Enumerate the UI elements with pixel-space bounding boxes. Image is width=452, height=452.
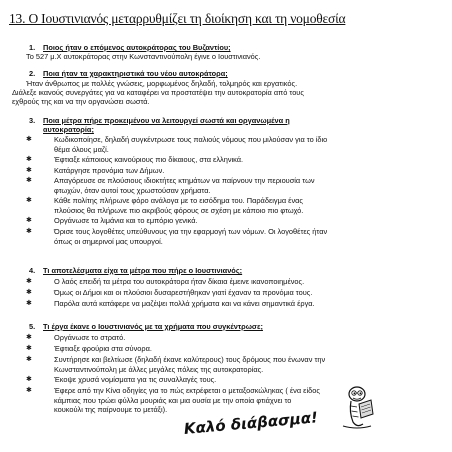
list-item-text: Όμως οι Δήμοι και οι πλούσιοι δυσαρεστήθηκαν γιατί έχαναν τα προνόμια τους.: [54, 288, 313, 297]
list-item-text: Παρόλα αυτά κατάφερε να μαζέψει πολλά χρήματα και να κάνει σημαντικά έργα.: [54, 299, 315, 308]
list-item-text: Κωδικοποίησε, δηλαδή συγκέντρωσε τους παλιούς νόμους που μιλούσαν για το ίδιο: [54, 135, 328, 144]
list-item-text: Κωνσταντινούπολη με άλλες μεγάλες πόλεις της αυτοκρατορίας.: [54, 364, 264, 374]
answer-line: Διάλεξε ικανούς συνεργάτες για να καταφέρει να προστατέψει την αυτοκρατορία από τους: [12, 88, 304, 97]
list-item-text: Απαγόρευσε σε πλούσιους ιδιοκτήτες κτημάτων να παίρνουν την περιουσία των: [54, 176, 315, 185]
list-item-text: Ο λαός επειδή τα μέτρα του αυτοκράτορα ήταν δίκαια έμεινε ικανοποιημένος.: [54, 277, 305, 286]
list-item-text: Κατάργησε προνόμια των Δήμων.: [54, 166, 165, 175]
list-item-text: κάμπιας που τρώει φύλλα μουριάς και μια ουσία με την οποία φτιάχνει το: [54, 395, 292, 405]
list-item-text: Έκοψε χρυσά νομίσματα για τις συναλλαγές τους.: [54, 375, 217, 384]
list-item-text: Κάθε πολίτης πλήρωνε φόρο ανάλογα με το εισόδημα του. Παράδειγμα ένας: [54, 196, 303, 205]
page-title: 13. Ο Ιουστινιανός μεταρρυθμίζει τη διοίκηση και τη νομοθεσία: [9, 11, 346, 26]
question-heading: Τι αποτελέσματα είχα τα μέτρα που πήρε ο Ιουστινιανός;: [43, 266, 243, 275]
bullet-star-icon: ✱: [26, 197, 32, 204]
question-heading: Ποια μέτρα πήρε προκειμένου να λειτουργεί σωστά και οργανωμένα η: [43, 116, 290, 125]
list-item-text: Έφτιαξε φρούρια στα σύνορα.: [54, 344, 152, 353]
list-item-text: θέμα όλους μαζί.: [54, 144, 109, 154]
closing-message: Καλό διάβασμα!: [183, 408, 319, 438]
bullet-star-icon: ✱: [26, 376, 32, 383]
bullet-star-icon: ✱: [26, 289, 32, 296]
question-heading-continued: αυτοκρατορία;: [43, 125, 94, 134]
answer-line: Ήταν άνθρωπος με πολλές γνώσεις, μορφωμένος δηλαδή, τολμηρός και εργατικός.: [26, 79, 298, 88]
list-item-text: όπως οι σημερινοί μας υπουργοί.: [54, 236, 163, 246]
reading-bookworm-icon: [337, 382, 377, 432]
bullet-star-icon: ✱: [26, 156, 32, 163]
question-number: 2.: [29, 69, 36, 78]
question-number: 3.: [29, 116, 36, 125]
question-heading: Ποια ήταν τα χαρακτηριστικά του νέου αυτοκράτορα;: [43, 69, 228, 78]
question-heading: Ποιος ήταν ο επόμενος αυτοκράτορας του Βυζαντίου;: [43, 43, 231, 52]
question-number: 1.: [29, 43, 36, 52]
bullet-star-icon: ✱: [26, 177, 32, 184]
list-item-text: Έφερε από την Κίνα οδηγίες για το πώς εκτρέφεται ο μεταξοσκώληκας ( ένα είδος: [54, 386, 320, 395]
bullet-star-icon: ✱: [26, 387, 32, 394]
list-item-text: Συντήρησε και βελτίωσε (δηλαδή έκανε καλύτερους) τους δρόμους που ένωναν την: [54, 355, 326, 364]
answer-line: Το 527 μ.Χ αυτοκράτορας στην Κωνσταντινούπολη έγινε ο Ιουστινιανός.: [26, 52, 261, 61]
list-item-text: Έφτιαξε κάποιους καινούριους πιο δίκαιους, στα ελληνικά.: [54, 155, 244, 164]
bullet-star-icon: ✱: [26, 228, 32, 235]
answer-line: εχθρούς της και να την οργανώσει σωστά.: [12, 97, 150, 106]
bullet-star-icon: ✱: [26, 356, 32, 363]
question-heading: Τι έργα έκανε ο Ιουστινιανός με τα χρήματα που συγκέντρωσε;: [43, 322, 263, 331]
list-item-text: Οργάνωσε το στρατό.: [54, 333, 126, 342]
question-number: 5.: [29, 322, 36, 331]
bullet-star-icon: ✱: [26, 217, 32, 224]
list-item-text: Όρισε τους λογοθέτες υπεύθυνους για την εφαρμογή των νόμων. Οι λογοθέτες ήταν: [54, 227, 328, 236]
bullet-star-icon: ✱: [26, 345, 32, 352]
list-item-text: πλούσιος θα πλήρωνε πιο ακριβούς φόρους σε σχέση με κάποιο πιο φτωχό.: [54, 205, 304, 215]
list-item-text: κουκούλι της παίρνουμε το μετάξι).: [54, 405, 168, 415]
bullet-star-icon: ✱: [26, 334, 32, 341]
list-item-text: Οργάνωσε τα λιμάνια και το εμπόριο γενικά.: [54, 216, 198, 225]
bullet-star-icon: ✱: [26, 167, 32, 174]
question-number: 4.: [29, 266, 36, 275]
bullet-star-icon: ✱: [26, 278, 32, 285]
bullet-star-icon: ✱: [26, 300, 32, 307]
bullet-star-icon: ✱: [26, 136, 32, 143]
list-item-text: φτωχών, όταν αυτοί τους χρωστούσαν χρήματα.: [54, 185, 211, 195]
